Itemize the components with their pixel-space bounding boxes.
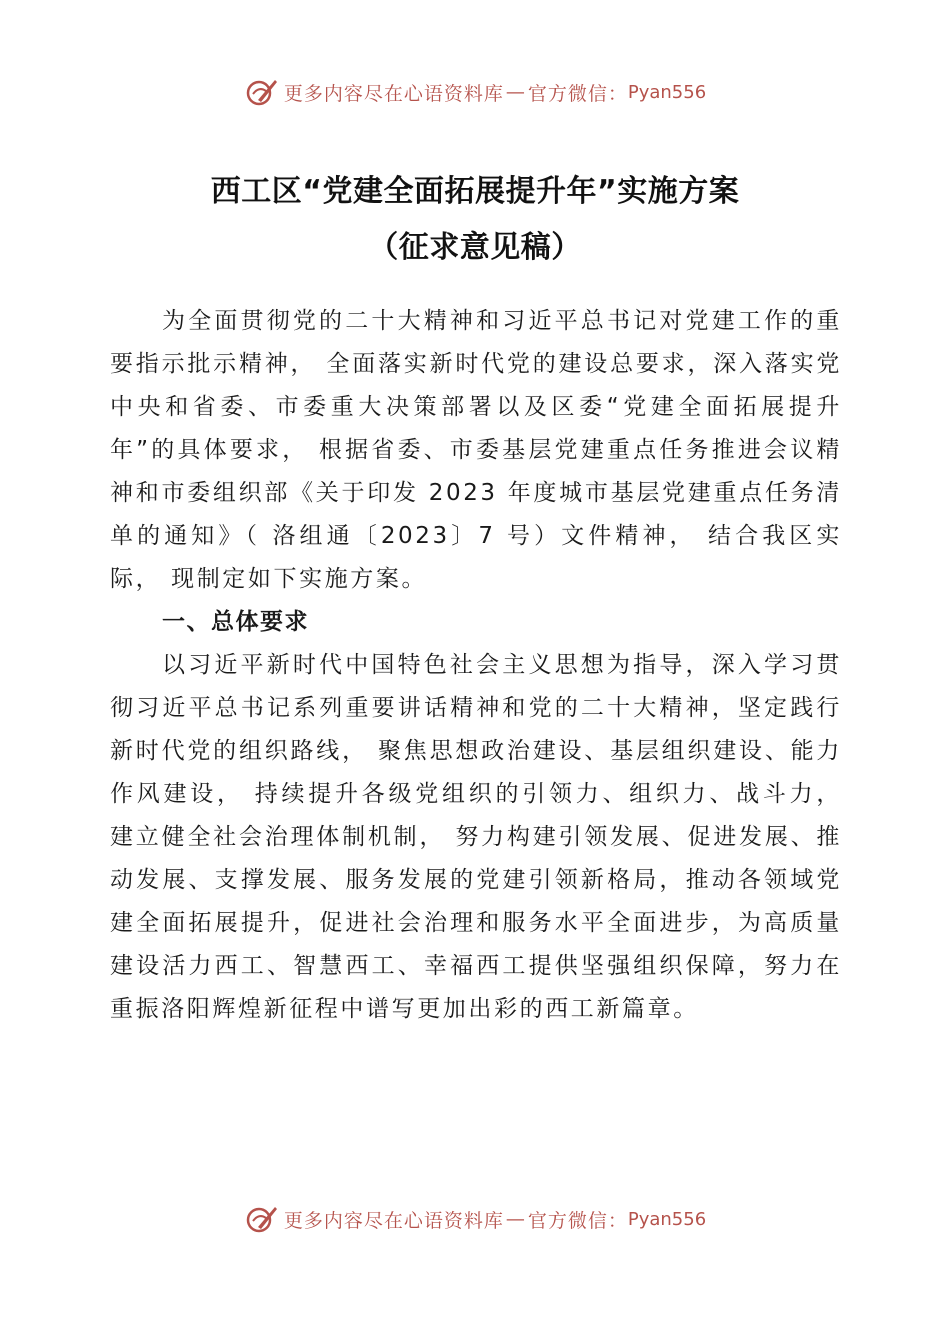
watermark-logo-icon xyxy=(244,1201,280,1237)
footer-watermark xyxy=(0,1199,950,1239)
section-heading-general-requirements: 一、总体要求 xyxy=(162,609,309,635)
document-title: 西工区“党建全面拓展提升年”实施方案 xyxy=(210,174,740,209)
watermark-separator: — xyxy=(505,1208,526,1230)
watermark-main-text: 更多内容尽在心语资料库 xyxy=(283,1209,504,1232)
intro-paragraph: 为全面贯彻党的二十大精神和习近平总书记对党建工作的重要指示批示精神， 全面落实新时代党的建设总要求，深入落实党中央和省委、市委重大决策部署以及区委“党建全面拓展提升年”的具体要求， 根据省委、市委基层党建重点任务推进会议精神和市委组织部《关于印发 2023 年度城市基层党建重点任务清单的通知》（ 洛组通〔2023〕7 号）文件精神， 结合我区实际， 现制定如下实施方案。 xyxy=(110,308,842,592)
header-watermark xyxy=(0,72,950,112)
document-body xyxy=(110,300,842,1031)
watermark-logo-icon xyxy=(244,74,280,110)
watermark-official-label: 官方微信： xyxy=(527,82,628,105)
document-subtitle: （征求意见稿） xyxy=(368,230,582,265)
watermark-wechat-id: Pyan556 xyxy=(627,81,707,103)
general-requirements-paragraph: 以习近平新时代中国特色社会主义思想为指导，深入学习贯彻习近平总书记系列重要讲话精神和党的二十大精神，坚定践行新时代党的组织路线， 聚焦思想政治建设、基层组织建设、能力作风建设， 持续提升各级党组织的引领力、组织力、战斗力， 建立健全社会治理体制机制， 努力构建引领发展、促进发展、推动发展、支撑发展、服务发展的党建引领新格局，推动各领域党建全面拓展提升，促进社会治理和服务水平全面进步，为高质量建设活力西工、智慧西工、幸福西工提供坚强组织保障，努力在重振洛阳辉煌新征程中谱写更加出彩的西工新篇章。 xyxy=(110,652,842,1022)
watermark-main-text: 更多内容尽在心语资料库 xyxy=(283,82,504,105)
watermark-separator: — xyxy=(505,81,526,103)
watermark-wechat-id: Pyan556 xyxy=(627,1208,707,1230)
watermark-official-label: 官方微信： xyxy=(527,1209,628,1232)
